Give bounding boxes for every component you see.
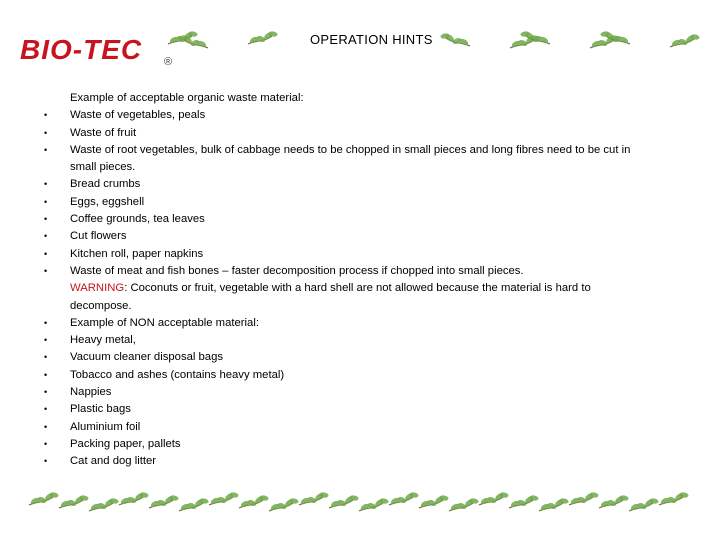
list-item xyxy=(0,228,650,245)
list-item-text: Bread crumbs xyxy=(70,178,141,191)
list-item xyxy=(0,176,650,193)
intro-line xyxy=(0,90,650,107)
list-item xyxy=(0,142,650,177)
list-item-text: Eggs, eggshell xyxy=(70,195,145,208)
list-item-text: Heavy metal, xyxy=(70,334,136,347)
bullet: • xyxy=(44,404,48,415)
list-item xyxy=(0,384,650,401)
list-item xyxy=(0,332,650,349)
bullet: • xyxy=(44,214,48,225)
list-item xyxy=(0,107,650,124)
hints-list xyxy=(0,90,720,471)
bullet: • xyxy=(44,110,48,121)
leaf-sprig-icon xyxy=(509,495,539,509)
list-item xyxy=(0,125,650,142)
leaf-sprig-icon xyxy=(539,498,569,512)
bullet: • xyxy=(44,387,48,398)
list-item-text: Packing paper, pallets xyxy=(70,437,181,450)
leaf-sprig-icon xyxy=(209,492,239,506)
list-item-text: Waste of root vegetables, bulk of cabbage needs to be chopped in small pieces and long fibres need to be cut in small pieces. xyxy=(70,143,631,174)
list-item xyxy=(0,419,650,436)
list-item xyxy=(0,315,650,332)
intro-text: Example of acceptable organic waste material: xyxy=(70,92,304,104)
registered-mark: ® xyxy=(164,56,173,68)
list-item-text: Cut flowers xyxy=(70,230,127,243)
leaf-sprig-icon xyxy=(479,492,509,506)
list-item-text: Waste of meat and fish bones – faster decomposition process if chopped into small pieces. xyxy=(70,264,524,277)
warning-text: : Coconuts or fruit, vegetable with a hard shell are not allowed because the material is hard to decompose. xyxy=(70,282,591,312)
leaf-sprig-icon xyxy=(359,498,389,512)
list-item-text: Nappies xyxy=(70,386,112,399)
bullet: • xyxy=(44,369,48,380)
bullet: • xyxy=(44,231,48,242)
list-item xyxy=(0,367,650,384)
leaf-sprig-icon xyxy=(629,498,659,512)
leaf-sprig-icon xyxy=(269,498,299,512)
warning-note xyxy=(0,280,650,315)
list-item-text: Coffee grounds, tea leaves xyxy=(70,213,205,226)
leaf-sprig-icon xyxy=(149,495,179,509)
leaf-sprig-icon xyxy=(299,492,329,506)
leaf-sprig-icon xyxy=(248,31,278,45)
list-item-text: Cat and dog litter xyxy=(70,455,157,468)
brand-logo xyxy=(20,30,173,70)
list-item-text: Kitchen roll, paper napkins xyxy=(70,247,204,260)
list-item xyxy=(0,211,650,228)
bullet: • xyxy=(44,179,48,190)
leaf-sprig-icon xyxy=(239,495,269,509)
list-item xyxy=(0,194,650,211)
bullet: • xyxy=(44,265,48,276)
list-item xyxy=(0,401,650,418)
leaf-sprig-icon xyxy=(329,495,359,509)
list-item-text: Plastic bags xyxy=(70,403,131,416)
list-item xyxy=(0,436,650,453)
leaf-sprig-icon xyxy=(569,492,599,506)
list-item xyxy=(0,263,650,280)
page-title: OPERATION HINTS xyxy=(310,32,433,47)
leaf-sprig-icon xyxy=(670,34,700,48)
list-item-text: Tobacco and ashes (contains heavy metal) xyxy=(70,368,285,381)
bullet: • xyxy=(44,421,48,432)
leaf-vine-icon xyxy=(25,483,705,523)
list-item xyxy=(0,349,650,366)
non-acceptable-heading: Example of NON acceptable material: xyxy=(70,316,259,329)
list-item xyxy=(0,453,650,470)
list-item-text: Vacuum cleaner disposal bags xyxy=(70,351,224,364)
bullet: • xyxy=(44,248,48,259)
leaf-sprig-icon xyxy=(179,498,209,512)
leaf-sprig-icon xyxy=(419,495,449,509)
list-item-text: Waste of vegetables, peals xyxy=(70,109,206,122)
warning-label: WARNING xyxy=(70,282,125,295)
logo-text: BIO-TEC xyxy=(20,34,143,65)
bullet: • xyxy=(44,456,48,467)
list-item-text: Waste of fruit xyxy=(70,126,137,139)
leaf-sprig-icon xyxy=(659,492,689,506)
list-item xyxy=(0,246,650,263)
leaf-sprig-icon xyxy=(59,495,89,509)
leaf-sprig-icon xyxy=(440,33,470,47)
leaf-sprig-icon xyxy=(389,492,419,506)
list-item-text: Aluminium foil xyxy=(70,420,141,433)
leaf-sprig-icon xyxy=(599,495,629,509)
leaf-sprig-icon xyxy=(119,492,149,506)
leaf-sprig-icon xyxy=(29,492,59,506)
bullet: • xyxy=(44,317,48,328)
bullet: • xyxy=(44,127,48,138)
bullet: • xyxy=(44,335,48,346)
bullet: • xyxy=(44,352,48,363)
leaf-sprig-icon xyxy=(449,498,479,512)
bullet: • xyxy=(44,144,48,155)
bullet: • xyxy=(44,438,48,449)
bullet: • xyxy=(44,196,48,207)
leaf-sprig-icon xyxy=(89,498,119,512)
